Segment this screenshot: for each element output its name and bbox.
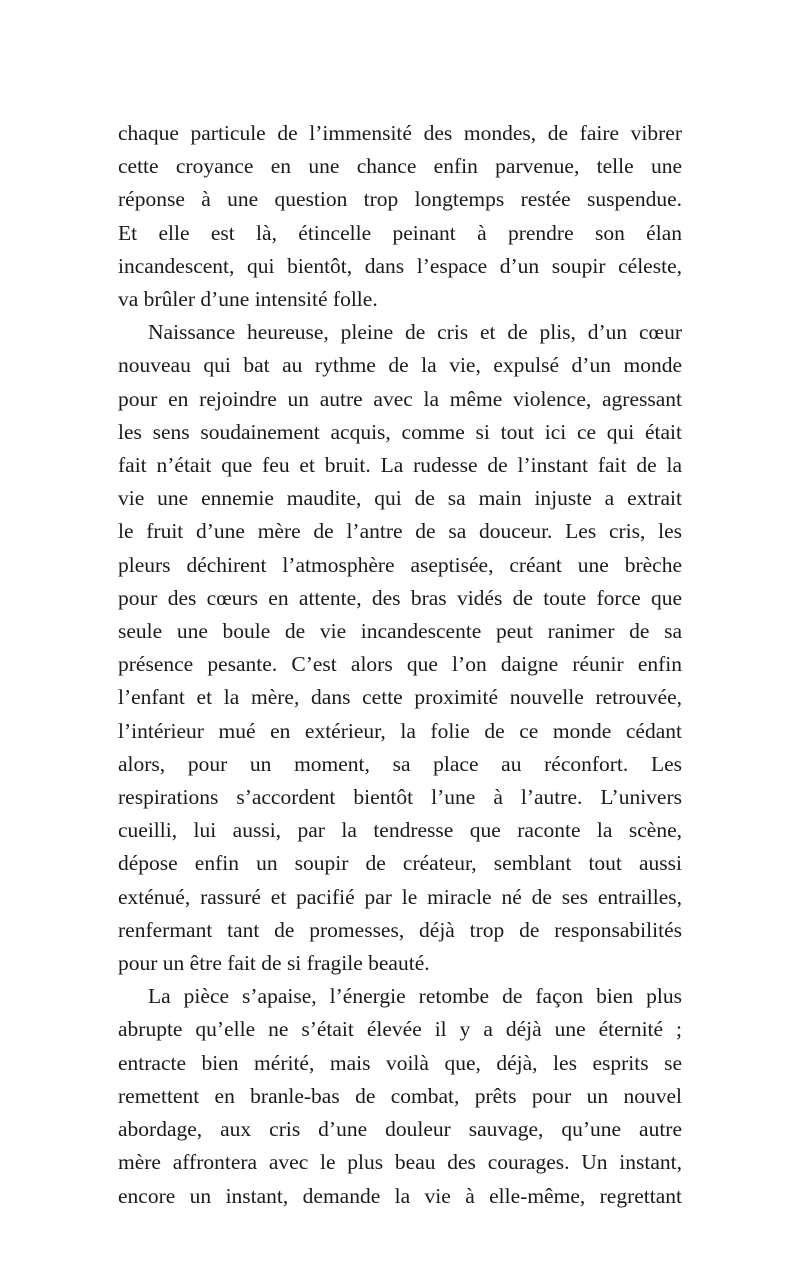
text-line: mère affrontera avec le plus beau des courages. Un instant, [118,1150,682,1175]
text-line: chaque particule de l’immensité des mondes, de faire vibrer [118,121,682,145]
text-line: dépose enfin un soupir de créateur, semblant tout aussi [118,851,682,876]
text-line: renfermant tant de promesses, déjà trop de responsabilités [118,917,682,942]
text-line: réponse à une question trop longtemps restée suspendue. [118,187,682,212]
paragraph-3 [118,980,682,1212]
text-line: entracte bien mérité, mais voilà que, déjà, les esprits se [118,1050,682,1075]
text-line: fait n’était que feu et bruit. La rudesse de l’instant fait de la [118,453,682,478]
text-line: pour un être fait de si fragile beauté. [118,951,430,976]
text-line: exténué, rassuré et pacifié par le miracle né de ses entrailles, [118,884,682,909]
text-line: cette croyance en une chance enfin parvenue, telle une [118,154,682,179]
text-line: abordage, aux cris d’une douleur sauvage, qu’une autre [118,1117,682,1142]
text-line: remettent en branle-bas de combat, prêts pour un nouvel [118,1083,682,1108]
text-line: respirations s’accordent bientôt l’une à l’autre. L’univers [118,785,682,810]
text-line: Et elle est là, étincelle peinant à prendre son élan [118,220,682,245]
paragraph-1 [118,117,682,316]
text-line: pour des cœurs en attente, des bras vidés de toute force que [118,585,682,610]
text-line: Naissance heureuse, pleine de cris et de plis, d’un cœur [148,320,682,345]
text-line: incandescent, qui bientôt, dans l’espace d’un soupir céleste, [118,253,682,278]
text-line: présence pesante. C’est alors que l’on daigne réunir enfin [118,652,682,677]
text-line: le fruit d’une mère de l’antre de sa douceur. Les cris, les [118,519,682,544]
text-line: encore un instant, demande la vie à elle-même, regrettant [118,1183,682,1208]
text-line: nouveau qui bat au rythme de la vie, expulsé d’un monde [118,353,682,378]
paragraph-2 [118,316,682,980]
body-text [118,117,682,1213]
text-line: va brûler d’une intensité folle. [118,287,378,312]
text-line: vie une ennemie maudite, qui de sa main injuste a extrait [118,486,682,511]
text-line: alors, pour un moment, sa place au réconfort. Les [118,751,682,776]
text-line: l’intérieur mué en extérieur, la folie de ce monde cédant [118,718,682,743]
text-line: seule une boule de vie incandescente peut ranimer de sa [118,619,682,644]
text-line: La pièce s’apaise, l’énergie retombe de façon bien plus [148,984,682,1009]
text-line: pleurs déchirent l’atmosphère aseptisée, créant une brèche [118,552,682,577]
text-line: cueilli, lui aussi, par la tendresse que raconte la scène, [118,818,682,843]
text-line: les sens soudainement acquis, comme si tout ici ce qui était [118,419,682,444]
text-line: pour en rejoindre un autre avec la même violence, agressant [118,386,682,411]
text-line: l’enfant et la mère, dans cette proximité nouvelle retrouvée, [118,685,682,710]
text-line: abrupte qu’elle ne s’était élevée il y a déjà une éternité ; [118,1017,682,1042]
